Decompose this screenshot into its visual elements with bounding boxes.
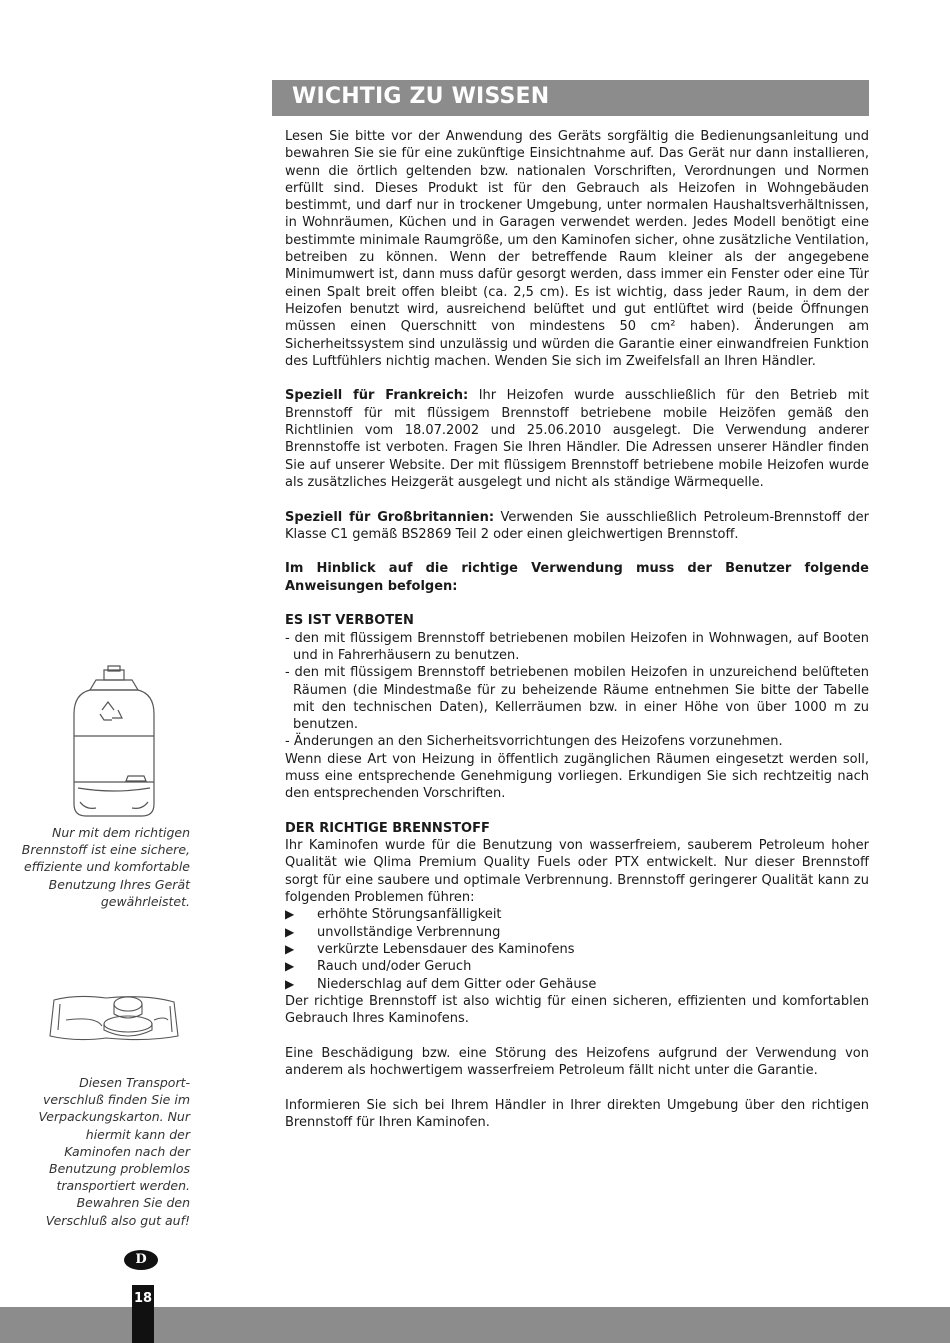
transport-cap-illustration (46, 990, 186, 1046)
problem-text: erhöhte Störungsanfälligkeit (317, 907, 502, 923)
forbidden-note: Wenn diese Art von Heizung in öffentlich zugänglichen Räumen eingesetzt werden soll, muss eine entsprechende Genehmigung vorliegen. Erkundigen Sie sich rechtzeitig nach den entsprechenden Vorschriften. (285, 751, 869, 802)
problem-list-item (285, 976, 869, 993)
main-content (285, 128, 869, 1131)
section-header-bar (272, 80, 869, 116)
dealer-paragraph: Informieren Sie sich bei Ihrem Händler in Ihrer direkten Umgebung über den richtigen Brennstoff für Ihren Kaminofen. (285, 1097, 869, 1130)
transport-cap-caption: Diesen Transport-verschluß finden Sie im Verpackungskarton. Nur hiermit kann der Kaminofen nach der Benutzung problemlos transportiert werden. Bewahren Sie den Verschluß also gut auf! (38, 1075, 190, 1228)
fuel-conclusion: Der richtige Brennstoff ist also wichtig für einen sicheren, effizienten und komfortablen Gebrauch Ihres Kaminofens. (285, 993, 869, 1027)
forbidden-item: - den mit flüssigem Brennstoff betriebenen mobilen Heizofen in Wohnwagen, auf Booten und in Fahrerhäusern zu benutzen. (285, 630, 869, 663)
arrow-bullet-icon: ▶ (285, 941, 295, 956)
problem-text: Rauch und/oder Geruch (317, 959, 472, 975)
france-paragraph (285, 387, 869, 491)
arrow-bullet-icon: ▶ (285, 959, 295, 974)
intro-paragraph: Lesen Sie bitte vor der Anwendung des Geräts sorgfältig die Bedienungsanleitung und bewahren Sie sie für eine zukünftige Einsichtnahme auf. Das Gerät nur dann installieren, wenn die örtlich geltenden bzw. nationalen Vorschriften, Verordnungen und Normen erfüllt sind. Dieses Produkt ist für den Gebrauch als Heizofen in Wohngebäuden bestimmt, und darf nur in trockener Umgebung, unter normalen Haushaltsverhältnissen, in Wohnräumen, Küchen und in Garagen verwendet werden. Jedes Modell benötigt eine bestimmte minimale Raumgröße, um den Kaminofen sicher, ohne zusätzliche Ventilation, betreiben zu können. Wenn der betreffende Raum kleiner als der angegebene Minimumwert ist, dann muss dafür gesorgt werden, dass immer ein Fenster oder eine Tür einen Spalt breit offen bleibt (ca. 2,5 cm). Es ist wichtig, dass jeder Raum, in dem der Heizofen benutzt wird, ausreichend belüftet und gut entlüftet wird (beide Öffnungen müssen einen Querschnitt von mindestens 50 cm² haben). Änderungen am Sicherheitssystem sind unzulässig und würden die Garantie einer einwandfreien Funktion des Luftfühlers nichtig machen. Wenden Sie sich im Zweifelsfall an Ihren Händler. (285, 129, 869, 369)
problem-text: unvollständige Verbrennung (317, 924, 501, 940)
fuel-jerrycan-illustration (66, 664, 162, 820)
problem-list-item (285, 924, 869, 941)
problem-list-item (285, 906, 869, 923)
forbidden-item: - den mit flüssigem Brennstoff betriebenen mobilen Heizofen in unzureichend belüfteten Räumen (die Mindestmaße für zu beheizende Räume entnehmen Sie bitte der Tabelle mit den technischen Daten), Kellerräumen bzw. in einer Höhe von über 1000 m zu benutzen. (285, 665, 869, 733)
forbidden-heading: ES IST VERBOTEN (285, 613, 414, 629)
arrow-bullet-icon: ▶ (285, 924, 295, 939)
jerrycan-caption: Nur mit dem richtigen Brennstoff ist eine sichere, effiziente und komfortable Benutzung Ihres Gerät gewährleistet. (21, 825, 190, 909)
fuel-heading: DER RICHTIGE BRENNSTOFF (285, 820, 490, 836)
warranty-paragraph: Eine Beschädigung bzw. eine Störung des Heizofens aufgrund der Verwendung von anderem als hochwertigem wasserfreiem Petroleum fällt nicht unter die Garantie. (285, 1045, 869, 1079)
section-title: WICHTIG ZU WISSEN (292, 84, 550, 109)
instructions-intro: Im Hinblick auf die richtige Verwendung muss der Benutzer folgende Anweisungen befolgen: (285, 561, 869, 594)
problem-text: verkürzte Lebensdauer des Kaminofens (317, 941, 575, 957)
france-label: Speziell für Frankreich: (285, 388, 469, 404)
language-badge: D (124, 1250, 158, 1270)
france-text: Ihr Heizofen wurde ausschließlich für den Betrieb mit Brennstoff für mit flüssigem Brennstoff betriebene mobile Heizöfen gemäß den Richtlinien vom 18.07.2002 und 25.06.2010 ausgelegt. Die Verwendung anderer Brennstoffe ist verboten. Fragen Sie Ihren Händler. Die Adressen unserer Händler finden Sie auf unserer Website. Der mit flüssigem Brennstoff betriebene mobile Heizofen wurde als zusätzliches Heizgerät ausgelegt und nicht als ständige Wärmequelle. (285, 388, 869, 490)
forbidden-item: - Änderungen an den Sicherheitsvorrichtungen des Heizofens vorzunehmen. (285, 734, 783, 750)
problem-text: Niederschlag auf dem Gitter oder Gehäuse (317, 976, 597, 992)
uk-paragraph (285, 509, 869, 544)
fuel-text: Ihr Kaminofen wurde für die Benutzung von wasserfreiem, sauberem Petroleum hoher Qualität wie Qlima Premium Quality Fuels oder PTX entwickelt. Nur dieser Brennstoff sorgt für eine saubere und optimale Verbrennung. Brennstoff geringerer Qualität kann zu folgenden Problemen führen: (285, 838, 869, 906)
problem-list-item (285, 958, 869, 975)
uk-label: Speziell für Großbritannien: (285, 509, 495, 525)
uk-text: Verwenden Sie ausschließlich Petroleum-Brennstoff der Klasse C1 gemäß BS2869 Teil 2 oder einen gleichwertigen Brennstoff. (285, 509, 869, 542)
page-number: 18 (132, 1285, 154, 1343)
problem-list-item (285, 941, 869, 958)
arrow-bullet-icon: ▶ (285, 976, 295, 991)
arrow-bullet-icon: ▶ (285, 907, 295, 922)
